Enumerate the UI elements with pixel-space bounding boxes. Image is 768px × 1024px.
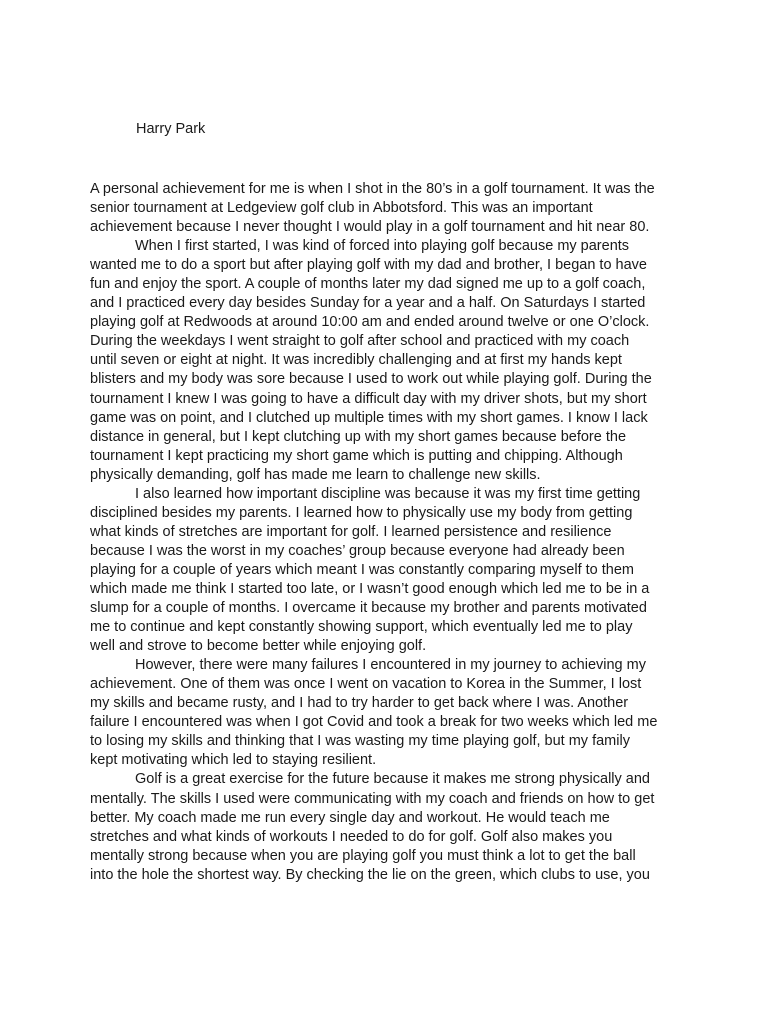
text-line: achievement. One of them was once I went on vacation to Korea in the Summer, I lost bbox=[90, 676, 642, 693]
text-line: slump for a couple of months. I overcame it because my brother and parents motivated bbox=[90, 600, 647, 617]
text-line: because I was the worst in my coaches’ group because everyone had already been bbox=[90, 542, 625, 559]
text-line: fun and enjoy the sport. A couple of months later my dad signed me up to a golf coach, bbox=[90, 276, 646, 293]
text-line: wanted me to do a sport but after playing golf with my dad and brother, I began to have bbox=[90, 257, 647, 274]
text-line: better. My coach made me run every single day and workout. He would teach me bbox=[90, 809, 610, 826]
text-line: my skills and became rusty, and I had to try harder to get back where I was. Another bbox=[90, 695, 629, 712]
text-line: failure I encountered was when I got Covid and took a break for two weeks which led me bbox=[90, 714, 658, 731]
text-line: physically demanding, golf has made me learn to challenge new skills. bbox=[90, 466, 541, 483]
text-line: well and strove to become better while enjoying golf. bbox=[90, 638, 427, 655]
text-line: and I practiced every day besides Sunday for a year and a half. On Saturdays I started bbox=[90, 295, 646, 312]
text-line: tournament I knew I was going to have a difficult day with my driver shots, but my short bbox=[90, 390, 647, 407]
text-line: playing golf at Redwoods at around 10:00 am and ended around twelve or one O’clock. bbox=[90, 314, 650, 331]
paragraph-first-line: However, there were many failures I encountered in my journey to achieving my bbox=[135, 657, 646, 674]
essay-body bbox=[90, 180, 690, 885]
text-line: mentally. The skills I used were communicating with my coach and friends on how to get bbox=[90, 790, 655, 807]
text-line: A personal achievement for me is when I shot in the 80’s in a golf tournament. It was the bbox=[90, 181, 655, 197]
text-line: game was on point, and I clutched up multiple times with my short games. I know I lack bbox=[90, 409, 648, 426]
text-line: distance in general, but I kept clutching up with my short games because before the bbox=[90, 428, 627, 445]
text-line: to losing my skills and thinking that I was wasting my time playing golf, but my family bbox=[90, 733, 630, 750]
text-line: until seven or eight at night. It was incredibly challenging and at first my hands kept bbox=[90, 352, 622, 369]
paragraph-first-line: Golf is a great exercise for the future because it makes me strong physically and bbox=[135, 771, 650, 788]
text-line: mentally strong because when you are playing golf you must think a lot to get the ball bbox=[90, 847, 636, 864]
author-name: Harry Park bbox=[136, 121, 206, 137]
text-line: into the hole the shortest way. By checking the lie on the green, which clubs to use, you bbox=[90, 866, 650, 883]
paragraph-first-line: When I first started, I was kind of forced into playing golf because my parents bbox=[135, 238, 630, 255]
text-line: disciplined besides my parents. I learned how to physically use my body from getting bbox=[90, 504, 633, 521]
paragraph-first-line: I also learned how important discipline was because it was my first time getting bbox=[135, 485, 641, 502]
text-line: what kinds of stretches are important for golf. I learned persistence and resilience bbox=[90, 523, 612, 540]
text-line: kept motivating which led to staying resilient. bbox=[90, 752, 377, 769]
text-line: senior tournament at Ledgeview golf club in Abbotsford. This was an important bbox=[90, 200, 593, 217]
text-line: me to continue and kept constantly showing support, which eventually led me to play bbox=[90, 619, 633, 636]
text-line: During the weekdays I went straight to golf after school and practiced with my coach bbox=[90, 333, 630, 350]
text-line: tournament I kept practicing my short game which is putting and chipping. Although bbox=[90, 447, 623, 464]
text-line: playing for a couple of years which meant I was constantly comparing myself to them bbox=[90, 561, 635, 578]
text-line: achievement because I never thought I would play in a golf tournament and hit near 80. bbox=[90, 219, 650, 236]
text-line: blisters and my body was sore because I used to work out while playing golf. During the bbox=[90, 371, 652, 388]
text-line: which made me think I started too late, or I wasn’t good enough which led me to be in a bbox=[90, 580, 650, 597]
text-line: stretches and what kinds of workouts I needed to do for golf. Golf also makes you bbox=[90, 828, 613, 845]
